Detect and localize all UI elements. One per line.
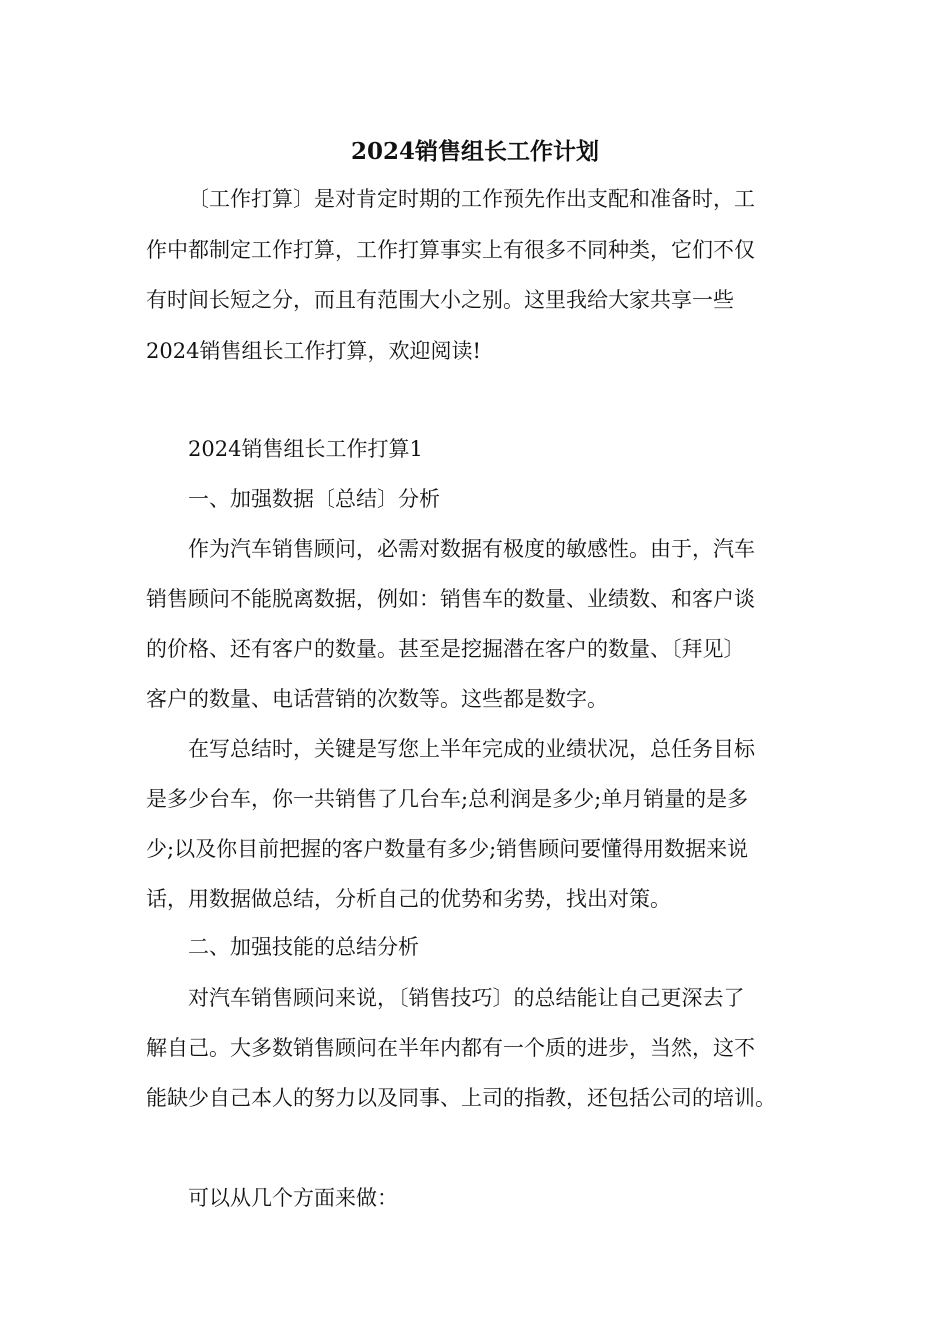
paragraph-line: 销售顾问不能脱离数据，例如：销售车的数量、业绩数、和客户谈 — [146, 587, 755, 611]
paragraph-line: 解自己。大多数销售顾问在半年内都有一个质的进步，当然，这不 — [146, 1036, 755, 1060]
paragraph-line: 在写总结时，关键是写您上半年完成的业绩状况，总任务目标 — [188, 737, 755, 761]
section-heading-plan-1: 2024销售组长工作打算1 — [188, 437, 423, 461]
subheading-data-analysis: 一、加强数据〔总结〕分析 — [188, 487, 440, 511]
paragraph-line: 对汽车销售顾问来说，〔销售技巧〕的总结能让自己更深去了 — [188, 986, 745, 1010]
subheading-skills-analysis: 二、加强技能的总结分析 — [188, 935, 419, 959]
paragraph-line: 可以从几个方面来做： — [188, 1186, 398, 1210]
paragraph-line: 作为汽车销售顾问，必需对数据有极度的敏感性。由于，汽车 — [188, 537, 755, 561]
paragraph-line: 能缺少自己本人的努力以及同事、上司的指教，还包括公司的培训。 — [146, 1086, 776, 1110]
intro-line-2: 作中都制定工作打算，工作打算事实上有很多不同种类，它们不仅 — [146, 238, 755, 262]
paragraph-line: 少;以及你目前把握的客户数量有多少;销售顾问要懂得用数据来说 — [146, 837, 749, 861]
document-title: 2024销售组长工作计划 — [350, 138, 599, 165]
paragraph-line: 的价格、还有客户的数量。甚至是挖掘潜在客户的数量、〔拜见〕 — [146, 637, 745, 661]
paragraph-line: 客户的数量、电话营销的次数等。这些都是数字。 — [146, 687, 608, 711]
intro-line-1: 〔工作打算〕是对肯定时期的工作预先作出支配和准备时，工 — [188, 187, 755, 211]
paragraph-line: 是多少台车，你一共销售了几台车;总利润是多少;单月销量的是多 — [146, 787, 749, 811]
intro-line-3: 有时间长短之分，而且有范围大小之别。这里我给大家共享一些 — [146, 288, 734, 312]
intro-line-4: 2024销售组长工作打算，欢迎阅读! — [146, 339, 481, 363]
paragraph-line: 话，用数据做总结，分析自己的优势和劣势，找出对策。 — [146, 887, 671, 911]
